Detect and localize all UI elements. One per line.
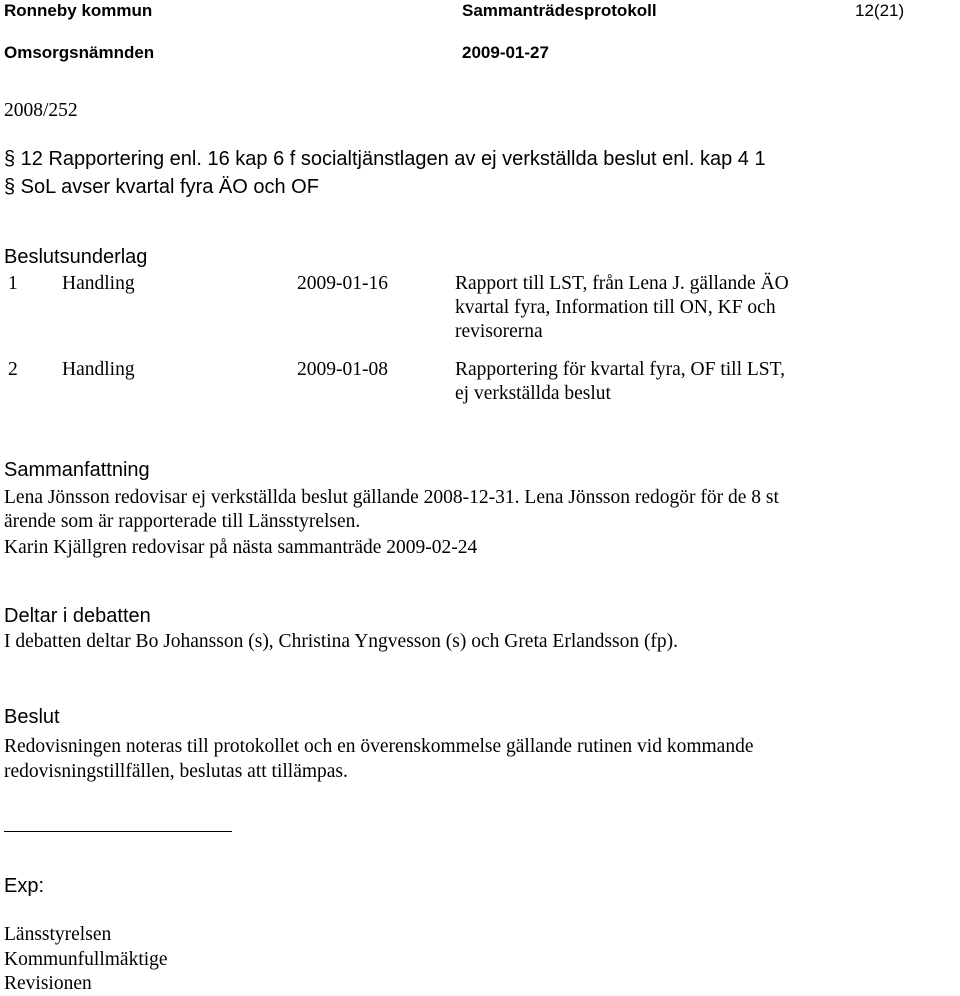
page-number: 12(21) bbox=[855, 1, 905, 20]
beslutsunderlag-heading: Beslutsunderlag bbox=[4, 246, 148, 268]
org-name: Ronneby kommun bbox=[4, 1, 153, 20]
document-number: 1 bbox=[8, 273, 18, 294]
document-description: ej verkställda beslut bbox=[455, 383, 611, 404]
document-type: Handling bbox=[62, 359, 135, 380]
document-description: Rapportering för kvartal fyra, OF till LST, bbox=[455, 359, 785, 380]
recipient: Revisionen bbox=[4, 973, 92, 994]
deltar-heading: Deltar i debatten bbox=[4, 605, 151, 627]
summary-line: ärende som är rapporterade till Länsstyrelsen. bbox=[4, 511, 361, 532]
separator-line bbox=[4, 831, 232, 832]
document-description: Rapport till LST, från Lena J. gällande ÄO bbox=[455, 273, 789, 294]
meeting-date: 2009-01-27 bbox=[462, 43, 549, 62]
exp-heading: Exp: bbox=[4, 875, 45, 897]
document-number: 2 bbox=[8, 359, 18, 380]
case-number: 2008/252 bbox=[4, 100, 78, 121]
paragraph-title-line-1: § 12 Rapportering enl. 16 kap 6 f socialtjänstlagen av ej verkställda beslut enl. kap 4 1 bbox=[4, 148, 766, 170]
beslut-line: redovisningstillfällen, beslutas att tillämpas. bbox=[4, 761, 348, 782]
deltar-text: I debatten deltar Bo Johansson (s), Christina Yngvesson (s) och Greta Erlandsson (fp). bbox=[4, 631, 679, 652]
document-type: Sammanträdesprotokoll bbox=[462, 1, 657, 20]
paragraph-title-line-2: § SoL avser kvartal fyra ÄO och OF bbox=[4, 176, 319, 198]
recipient: Kommunfullmäktige bbox=[4, 949, 168, 970]
document-type: Handling bbox=[62, 273, 135, 294]
document-date: 2009-01-08 bbox=[297, 359, 388, 380]
beslut-line: Redovisningen noteras till protokollet och en överenskommelse gällande rutinen vid kommande bbox=[4, 736, 754, 757]
sammanfattning-heading: Sammanfattning bbox=[4, 459, 150, 481]
committee-name: Omsorgsnämnden bbox=[4, 43, 155, 62]
document-date: 2009-01-16 bbox=[297, 273, 388, 294]
beslut-heading: Beslut bbox=[4, 706, 60, 728]
summary-line: Karin Kjällgren redovisar på nästa sammanträde 2009-02-24 bbox=[4, 537, 478, 558]
summary-line: Lena Jönsson redovisar ej verkställda beslut gällande 2008-12-31. Lena Jönsson redogör för de 8 st bbox=[4, 487, 779, 508]
document-description: kvartal fyra, Information till ON, KF och bbox=[455, 297, 776, 318]
document-description: revisorerna bbox=[455, 321, 543, 342]
recipient: Länsstyrelsen bbox=[4, 924, 112, 945]
